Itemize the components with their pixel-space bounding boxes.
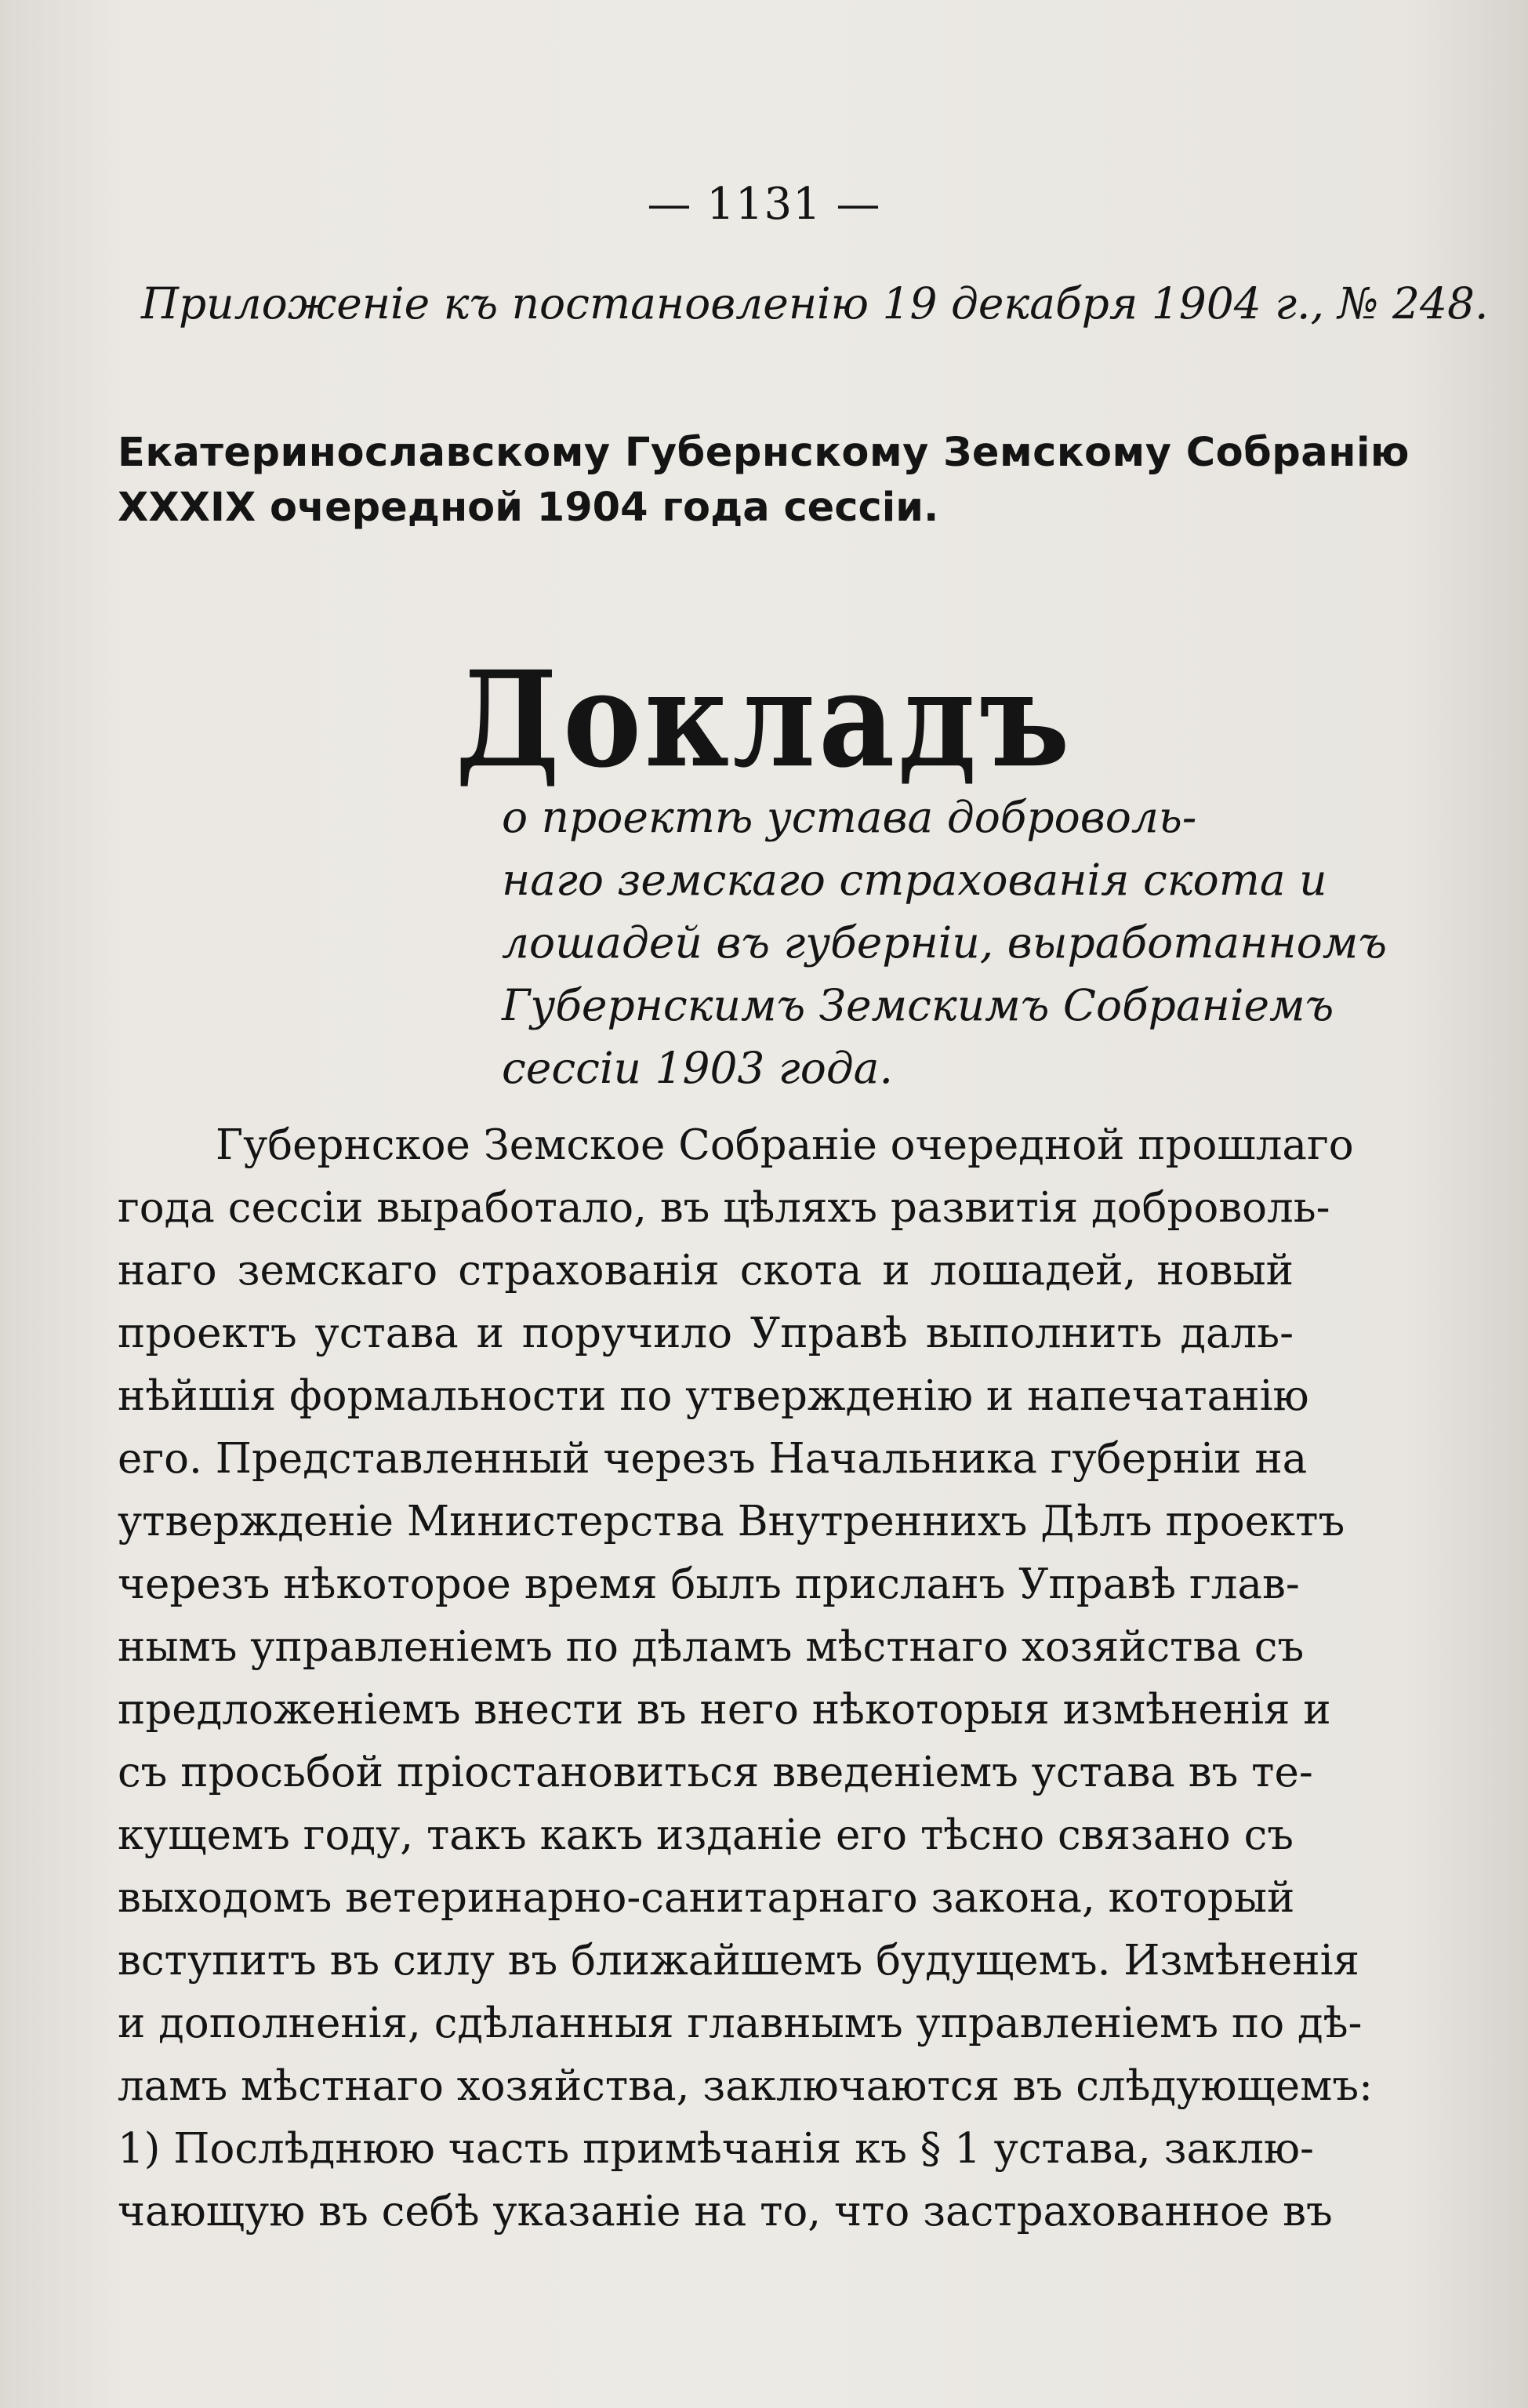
body-line: наго земскаго страхованiя скота и лошадей, новый [118,1247,1294,1295]
document-title: Докладъ [455,642,1073,797]
subtitle-line: наго земскаго страхованiя скота и [502,855,1327,905]
body-line: черезъ нѣкоторое время былъ присланъ Управѣ глав- [118,1560,1300,1608]
body-line: кущемъ году, такъ какъ изданiе его тѣсно связано съ [118,1811,1294,1859]
body-line: года сессiи выработало, въ цѣляхъ развитiя доброволь- [118,1184,1330,1232]
body-line: ламъ мѣстнаго хозяйства, заключаются въ слѣдующемъ: [118,2062,1373,2110]
body-line: Губернское Земское Собранiе очередной прошлаго [216,1121,1354,1169]
body-line: чающую въ себѣ указанiе на то, что застрахованное въ [118,2188,1333,2235]
subtitle-line: Губернскимъ Земскимъ Собранiемъ [502,980,1334,1030]
subtitle-line: лошадей въ губернiи, выработанномъ [502,917,1387,968]
body-line: съ просьбой прiостановиться введенiемъ устава въ те- [118,1749,1313,1796]
page-number: — 1131 — [647,179,881,230]
body-line: предложенiемъ внести въ него нѣкоторыя измѣненiя и [118,1686,1331,1734]
appendix-reference: Приложенiе къ постановленiю 19 декабря 1904 г., № 248. [141,278,1489,329]
body-line: нѣйшiя формальности по утвержденiю и напечатанiю [118,1372,1309,1420]
body-line: выходомъ ветеринарно-санитарнаго закона, который [118,1874,1295,1922]
body-line: проектъ устава и поручило Управѣ выполнить даль- [118,1309,1294,1357]
subtitle-line: о проектѣ устава доброволь- [502,792,1197,842]
body-line: вступитъ въ силу въ ближайшемъ будущемъ. Измѣненiя [118,1937,1359,1985]
body-line: его. Представленный черезъ Начальника губернiи на [118,1435,1308,1483]
addressee-line-1: Екатеринославскому Губернскому Земскому Собранiю [118,430,1410,476]
addressee-line-2: XXXIX очередной 1904 года сессiи. [118,485,939,531]
subtitle-line: сессiи 1903 года. [502,1043,893,1093]
body-line: утвержденiе Министерства Внутреннихъ Дѣлъ проектъ [118,1498,1345,1545]
body-line: нымъ управленiемъ по дѣламъ мѣстнаго хозяйства съ [118,1623,1305,1671]
body-line: и дополненiя, сдѣланныя главнымъ управленiемъ по дѣ- [118,1999,1363,2047]
body-line: 1) Послѣднюю часть примѣчанiя къ § 1 устава, заклю- [118,2125,1314,2173]
